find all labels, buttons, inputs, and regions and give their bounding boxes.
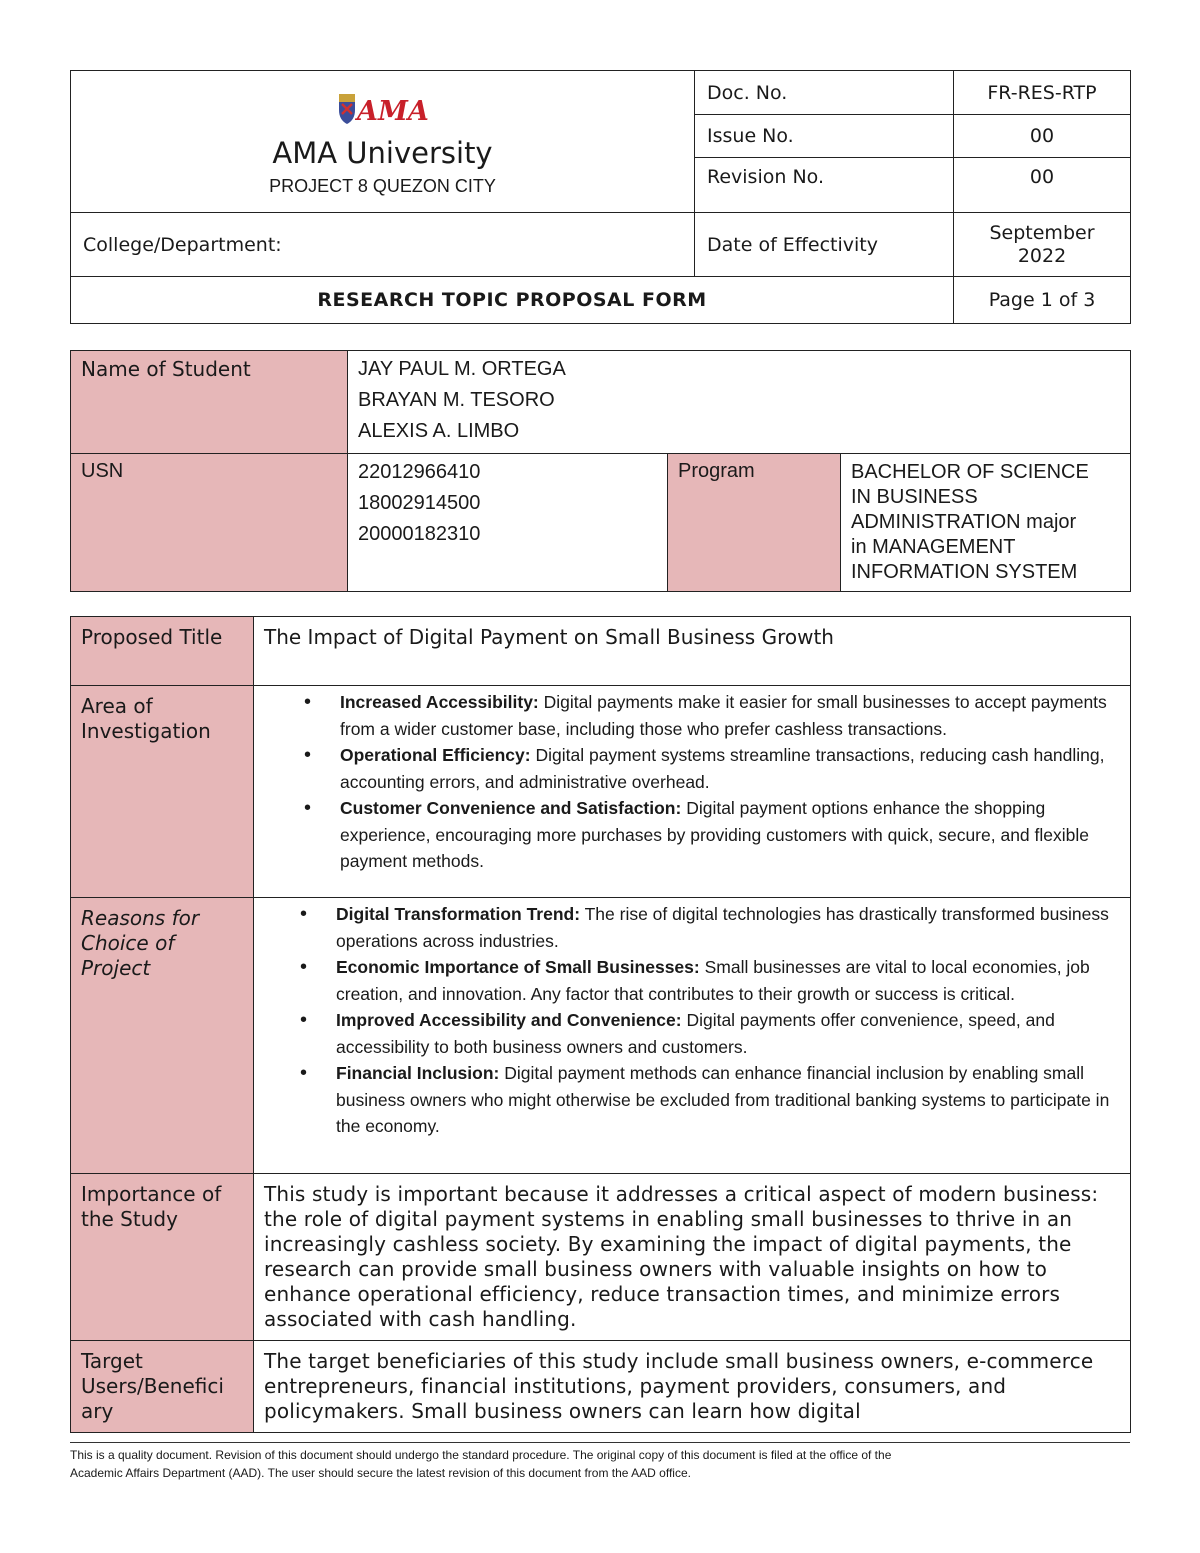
target-beneficiary-text: The target beneficiaries of this study include small business owners, e-commerce entrepreneurs, financial institutions, payment providers, consumers, and policymakers. Small business owners can learn how digital [254, 1341, 1131, 1433]
reasons-for-choice-label [71, 898, 254, 1174]
program-line: INFORMATION SYSTEM [851, 561, 1078, 583]
document-header-table [70, 70, 1131, 324]
student-names [348, 351, 1131, 454]
university-block [71, 71, 695, 213]
program-line: ADMINISTRATION major [851, 511, 1077, 533]
program-value [841, 454, 1131, 592]
importance-of-study-label [71, 1174, 254, 1341]
label-line: Investigation [81, 719, 211, 743]
label-line: the Study [81, 1207, 178, 1231]
reason-item: • Financial Inclusion: Digital payment methods can enhance financial inclusion by enabling small business owners who might otherwise be excluded from traditional banking systems to participate in the economy. [260, 1060, 1122, 1140]
usn-values [348, 454, 668, 592]
area-item: • Operational Efficiency: Digital payment systems streamline transactions, reducing cash handling, accounting errors, and administrative overhead. [264, 742, 1122, 795]
doc-no-label: Doc. No. [695, 71, 954, 115]
reason-item: • Digital Transformation Trend: The rise of digital technologies has drastically transformed business operations across industries. [260, 901, 1122, 954]
issue-no-label: Issue No. [695, 115, 954, 158]
target-beneficiary-label [71, 1341, 254, 1433]
date-of-effectivity-value [954, 213, 1131, 277]
effectivity-year: 2022 [1017, 244, 1067, 267]
label-line: ary [81, 1399, 114, 1423]
label-line: Target [81, 1349, 143, 1373]
label-line: Reasons for [81, 906, 200, 930]
effectivity-month: September [989, 221, 1095, 244]
usn-number: 18002914500 [358, 492, 481, 514]
page-info: Page 1 of 3 [954, 277, 1131, 324]
date-of-effectivity-label: Date of Effectivity [695, 213, 954, 277]
form-title: RESEARCH TOPIC PROPOSAL FORM [71, 277, 954, 324]
program-line: in MANAGEMENT [851, 536, 1016, 558]
reasons-for-choice-list [254, 898, 1131, 1174]
label-line: Choice of [81, 931, 175, 955]
label-line: Users/Benefici [81, 1374, 224, 1398]
campus-name: PROJECT 8 QUEZON CITY [269, 176, 496, 196]
importance-of-study-text: This study is important because it addresses a critical aspect of modern business: the role of digital payment systems in enabling small businesses to thrive in an increasingly cashless society. By examining the impact of digital payments, the research can provide small business owners with valuable insights on how to enhance operational efficiency, reduce transaction times, and minimize errors associated with cash handling. [254, 1174, 1131, 1341]
reason-item: • Economic Importance of Small Businesses: Small businesses are vital to local economies, job creation, and innovation. Any factor that contributes to their growth or success is critical. [260, 954, 1122, 1007]
svg-text:AMA: AMA [356, 96, 429, 126]
usn-label: USN [71, 454, 348, 592]
ama-logo-icon [333, 90, 433, 126]
student-info-table [70, 350, 1131, 592]
area-of-investigation-label [71, 686, 254, 898]
doc-no-value: FR-RES-RTP [954, 71, 1131, 115]
program-line: IN BUSINESS [851, 486, 978, 508]
label-line: Project [81, 956, 151, 980]
proposed-title-label: Proposed Title [71, 617, 254, 686]
footer-divider [70, 1442, 1130, 1443]
quality-document-footer [70, 1446, 1130, 1482]
proposal-details-table [70, 616, 1131, 1433]
revision-no-value: 00 [954, 158, 1131, 213]
student-name: ALEXIS A. LIMBO [358, 420, 520, 442]
area-item: • Customer Convenience and Satisfaction: Digital payment options enhance the shopping experience, encouraging more purchases by providing customers with quick, secure, and flexible payment methods. [264, 795, 1122, 875]
label-line: Area of [81, 694, 153, 718]
footer-line: Academic Affairs Department (AAD). The user should secure the latest revision of this document from the AAD office. [70, 1466, 691, 1480]
reason-item: • Improved Accessibility and Convenience: Digital payments offer convenience, speed, and accessibility to both business owners and customers. [260, 1007, 1122, 1060]
usn-number: 22012966410 [358, 461, 481, 483]
student-name: JAY PAUL M. ORTEGA [358, 358, 566, 380]
area-item: • Increased Accessibility: Digital payments make it easier for small businesses to accept payments from a wider customer base, including those who prefer cashless transactions. [264, 689, 1122, 742]
program-line: BACHELOR OF SCIENCE [851, 461, 1089, 483]
program-label: Program [668, 454, 841, 592]
student-name-label: Name of Student [71, 351, 348, 454]
proposed-title-value: The Impact of Digital Payment on Small Business Growth [254, 617, 1131, 686]
revision-no-label: Revision No. [695, 158, 954, 213]
footer-line: This is a quality document. Revision of this document should undergo the standard procedure. The original copy of this document is filed at the office of the [70, 1448, 892, 1462]
issue-no-value: 00 [954, 115, 1131, 158]
university-name: AMA University [272, 136, 493, 170]
label-line: Importance of [81, 1182, 222, 1206]
university-logo [71, 90, 694, 130]
usn-number: 20000182310 [358, 523, 481, 545]
college-department-label: College/Department: [71, 213, 695, 277]
area-of-investigation-list [254, 686, 1131, 898]
student-name: BRAYAN M. TESORO [358, 389, 555, 411]
